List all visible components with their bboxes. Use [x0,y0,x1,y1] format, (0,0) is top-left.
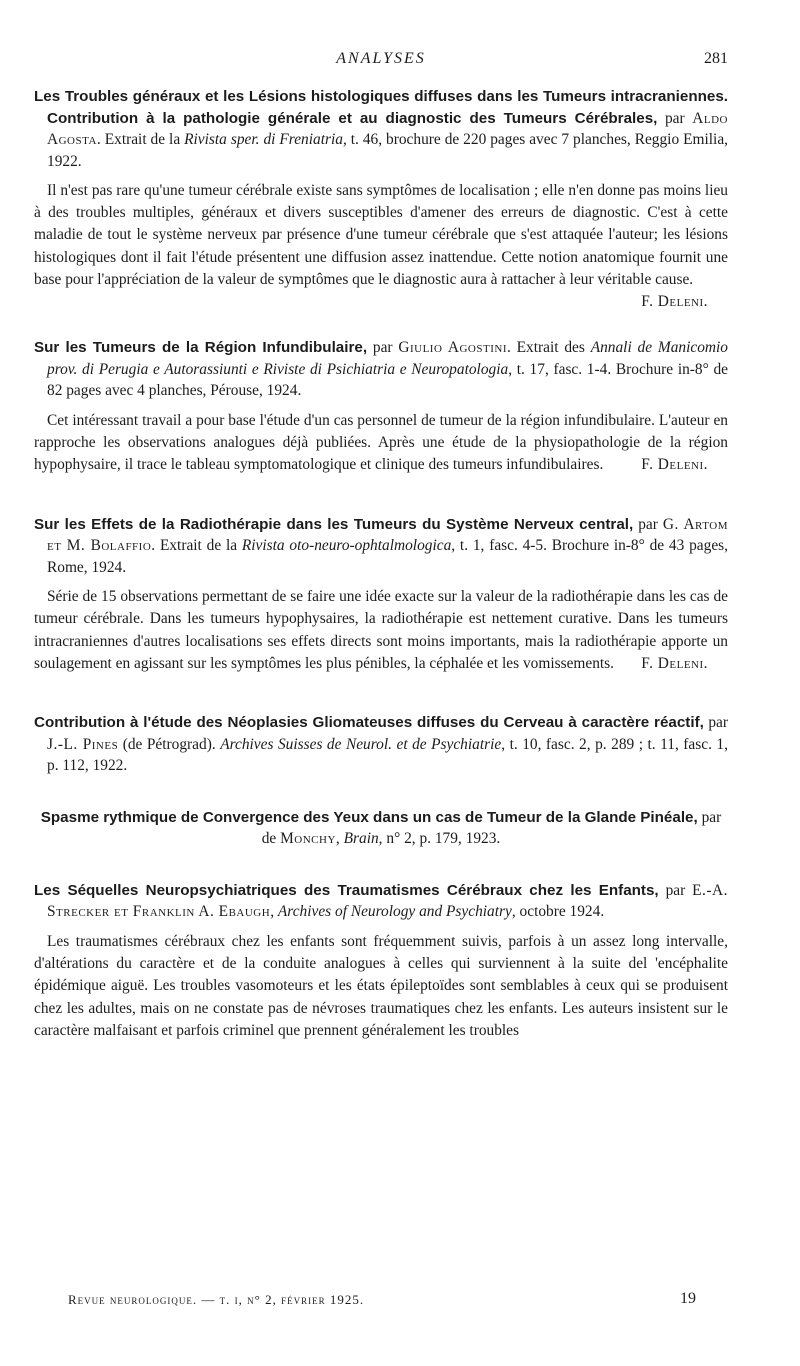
review-entry [34,712,728,777]
section-title: ANALYSES [336,50,426,67]
review-citation: Spasme rythmique de Convergence des Yeux dans un cas de Tumeur de la Glande Pinéale, par de Monchy, Brain, n° 2, p. 179, 1923. [40,808,722,848]
reviewer-signature: F. Deleni. [641,456,708,474]
review-title: Les Séquelles Neuropsychiatriques des Traumatismes Cérébraux chez les Enfants, [34,881,659,899]
review-title: Contribution à l'étude des Néoplasies Gliomateuses diffuses du Cerveau à caractère réactif, [34,714,704,732]
review-title: Les Troubles généraux et les Lésions histologiques diffuses dans les Tumeurs intracraniennes. Contribution à la pathologie générale et au diagnostic des Tumeurs Cérébrales, [34,88,728,127]
running-head [34,50,728,72]
review-entry [34,807,728,850]
review-entry [34,86,728,313]
review-citation: Sur les Tumeurs de la Région Infundibulaire, par Giulio Agostini. Extrait des Annali de Manicomio prov. di Perugia e Autorassiunti e Riviste di Psichiatria e Neuropatologia, t. 17, fasc. 1-4. Brochure in-8° de 82 pages avec 4 planches, Pérouse, 1924. [34,339,728,400]
review-citation: Les Troubles généraux et les Lésions histologiques diffuses dans les Tumeurs intracraniennes. Contribution à la pathologie générale et au diagnostic des Tumeurs Cérébrales, par Aldo Agosta. Extrait de la Rivista sper. di Freniatria, t. 46, brochure de 220 pages avec 7 planches, Reggio Emilia, 1922. [34,88,728,170]
review-body: Série de 15 observations permettant de se faire une idée exacte sur la valeur de la radiothérapie dans les cas de tumeur cérébrale. Dans les tumeurs hypophysaires, la radiothérapie est nettement curative. Dans les tumeurs intracraniennes d'autres localisations ses effets directs sont moins importants, mais la radiothérapie apporte un soulagement en agissant sur les symptômes les plus pénibles, la céphalée et les vomissements. F. Deleni. [34,586,728,675]
page-number: 281 [704,50,728,67]
review-body: Les traumatismes cérébraux chez les enfants sont fréquemment suivis, parfois à un assez long intervalle, d'altérations du caractère et de la conduite analogues à celles qui surviennent à la suite del 'encéphalite épidémique aiguë. Les troubles vasomoteurs et les états épileptoïdes sont semblables à ceux qui se produisent chez les adultes, mais on ne constate pas de névroses traumatiques chez les enfants. Les auteurs insistent sur le caractère malfaisant et parfois criminel que prennent généralement les troubles [34,932,728,1039]
review-body: Cet intéressant travail a pour base l'étude d'un cas personnel de tumeur de la région infundibulaire. L'auteur en rapproche les observations analogues déjà publiées. Après une étude de la physiopathologie de la région hypophysaire, il trace le tableau symptomatologique et clinique des tumeurs infundibulaires. F. Deleni. [34,410,728,477]
review-title: Sur les Effets de la Radiothérapie dans les Tumeurs du Système Nerveux central, [34,515,634,533]
signature-mark: 19 [680,1290,696,1307]
review-title: Spasme rythmique de Convergence des Yeux dans un cas de Tumeur de la Glande Pinéale, [40,808,698,826]
review-source: Rivista sper. di Freniatria [184,131,343,148]
review-body: Il n'est pas rare qu'une tumeur cérébrale existe sans symptômes de localisation ; elle n'en donne pas moins lieu à des troubles multiples, généraux et divers susceptibles d'amener des erreurs de diagnostic. C'est à cette maladie de tout le système nerveux par présence d'une tumeur cérébrale que s'est attaquée l'auteur; les lésions histologiques dont il fait l'étude présentent une diffusion assez inattendue. Cette notion anatomique fournit une base pour l'appréciation de la valeur de symptômes que le diagnostic aura à rattacher à leur véritable cause. F. Deleni. [34,180,728,291]
review-author: Giulio Agostini [398,339,507,357]
review-entry [34,514,728,691]
reviewer-signature: F. Deleni. [641,654,708,672]
journal-imprint: Revue neurologique. — t. i, n° 2, février 1925. [68,1292,365,1307]
review-source: Annali de Manicomio prov. di Perugia e Autorassiunti e Riviste di Psichiatria e Neuropatologia [47,339,728,378]
review-citation: Les Séquelles Neuropsychiatriques des Traumatismes Cérébraux chez les Enfants, par E.-A. Strecker et Franklin A. Ebaugh, Archives of Neurology and Psychiatry, octobre 1924. [34,881,728,921]
review-source: Archives Suisses de Neurol. et de Psychiatrie [220,735,502,753]
page-footer [68,1292,696,1308]
review-author: Monchy [280,830,336,848]
review-citation: Contribution à l'étude des Néoplasies Gliomateuses diffuses du Cerveau à caractère réactif, par J.-L. Pines (de Pétrograd). Archives Suisses de Neurol. et de Psychiatrie, t. 10, fasc. 2, p. 289 ; t. 11, fasc. 1, p. 112, 1922. [34,714,729,775]
review-title: Sur les Tumeurs de la Région Infundibulaire, [34,339,368,357]
review-source: Brain [343,830,379,848]
review-author: G. Artom et M. Bolaffio [47,515,728,555]
reviewer-signature: F. Deleni. [641,293,708,311]
page-content [34,86,728,1057]
review-author: J.-L. Pines [47,735,119,753]
review-author: Aldo Agosta [47,109,728,148]
review-citation: Sur les Effets de la Radiothérapie dans les Tumeurs du Système Nerveux central, par G. Artom et M. Bolaffio. Extrait de la Rivista oto-neuro-ophtalmologica, t. 1, fasc. 4-5. Brochure in-8° de 43 pages, Rome, 1924. [34,515,728,576]
review-author: E.-A. Strecker et Franklin A. Ebaugh [47,881,728,921]
review-entry [34,337,728,492]
review-entry [34,880,728,1042]
review-source: Archives of Neurology and Psychiatry [277,903,512,921]
review-source: Rivista oto-neuro-ophtalmologica [241,537,452,555]
